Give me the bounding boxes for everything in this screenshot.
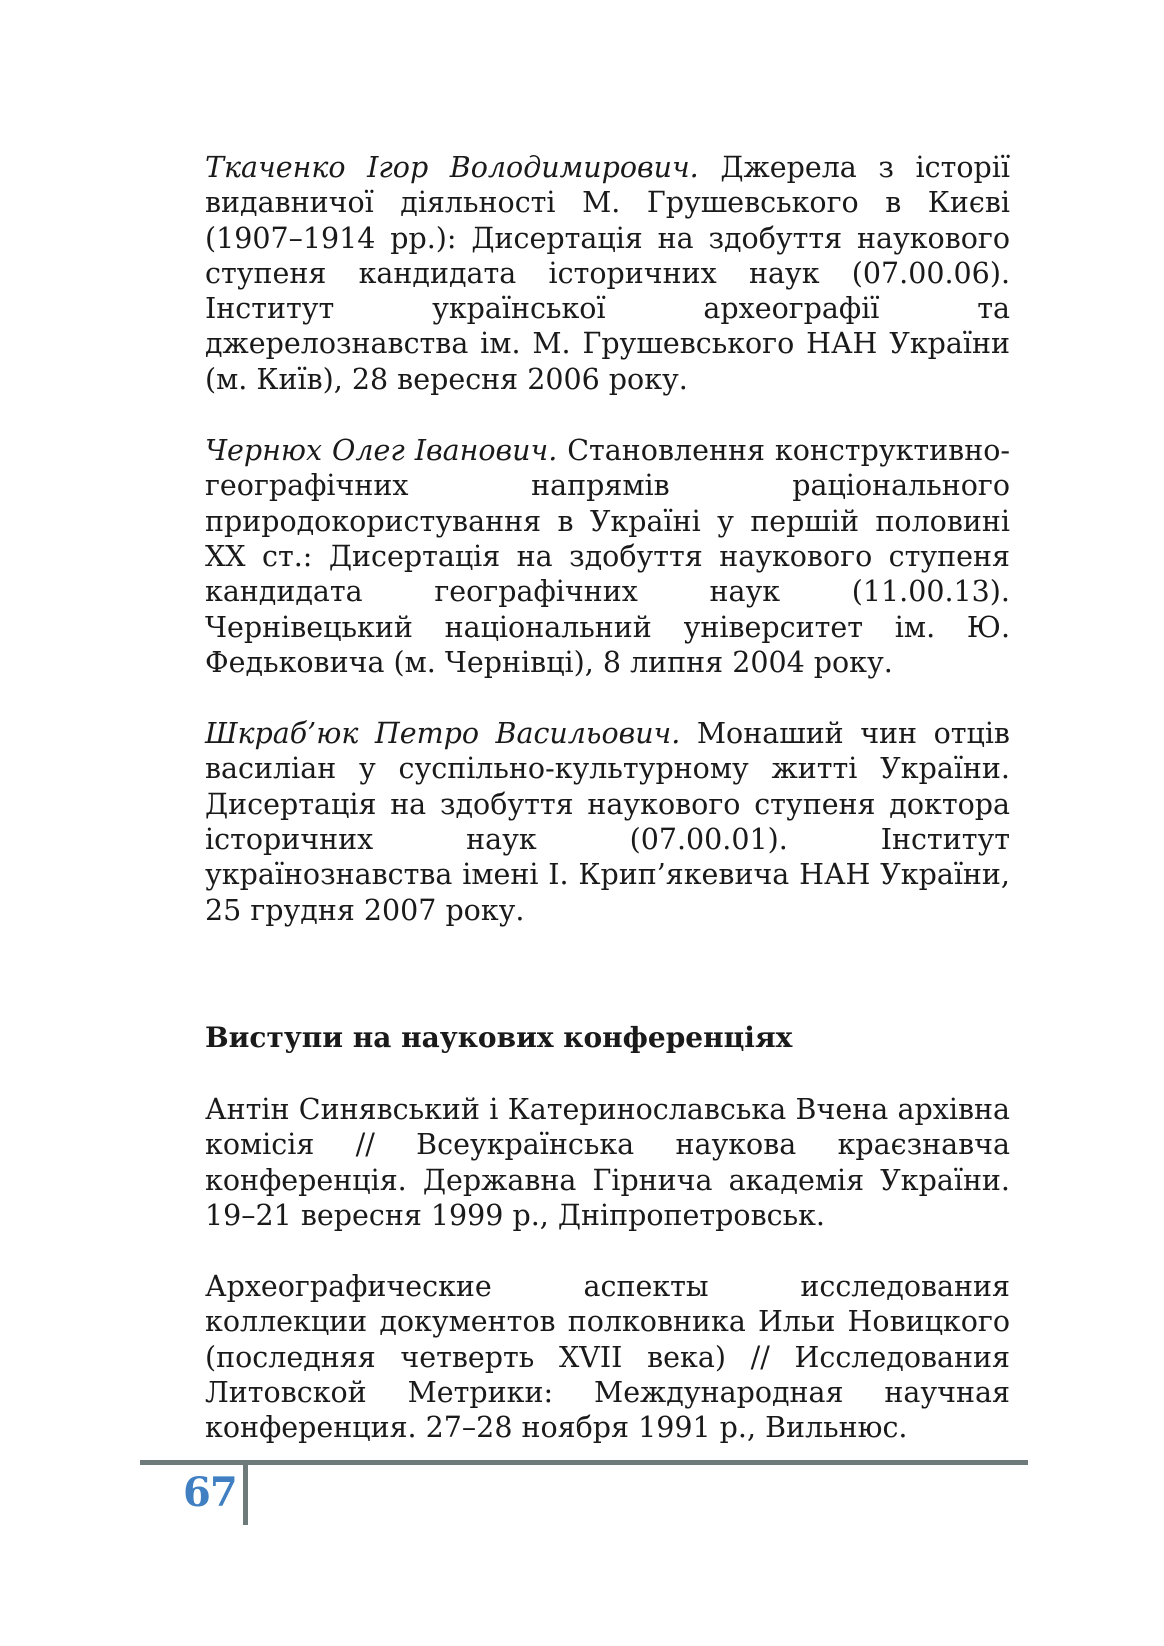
dissertation-entry-tkachenko	[205, 150, 1010, 397]
dissertation-entry-cherniukh	[205, 433, 1010, 680]
entry-author: Шкраб’юк Петро Васильович.	[205, 717, 681, 751]
entry-text: Становлення конструктивно-географічних напрямів раціонального природокористування в Україні у першій половині ХХ ст.: Дисертація на здобуття наукового ступеня кандидата географічних наук (11.00.13). Чернівецький національний університет ім. Ю. Федьковича (м. Чернівці), 8 липня 2004 року.	[205, 434, 1010, 679]
page-number: 67	[183, 1469, 237, 1516]
page-content	[205, 150, 1010, 1482]
footer-divider	[243, 1460, 248, 1525]
entry-text: Антін Синявський і Катеринославська Вчена архівна комісія // Всеукраїнська наукова краєзнавча конференція. Державна Гірнича академія України. 19–21 вересня 1999 р., Дніпропетровськ.	[205, 1092, 1010, 1232]
conference-entry	[205, 1269, 1010, 1445]
footer-rule	[140, 1460, 1028, 1465]
entry-author: Ткаченко Ігор Володимирович.	[205, 151, 699, 184]
dissertation-entry-shkrabiuk	[205, 716, 1010, 928]
entry-text: Монаший чин отців василіан у суспільно-культурному житті України. Дисертація на здобуття наукового ступеня доктора історичних наук (07.00.01). Інститут українознавства імені І. Крип’якевича НАН України, 25 грудня 2007 року.	[205, 717, 1010, 927]
entry-text: Археографические аспекты исследования коллекции документов полковника Ильи Новицкого (последняя четверть XVII века) // Исследования Литовской Метрики: Международная научная конференция. 27–28 ноября 1991 р., Вильнюс.	[205, 1270, 1010, 1445]
entry-author: Чернюх Олег Іванович.	[205, 434, 558, 468]
conference-entry	[205, 1092, 1010, 1233]
section-heading: Виступи на наукових конференціях	[205, 1020, 793, 1054]
entry-text: Джерела з історії видавничої діяльності М. Грушевського в Києві (1907–1914 рр.): Дисертація на здобуття наукового ступеня кандидата історичних наук (07.00.06). Інститут української археографії та джерелознавства ім. М. Грушевського НАН України (м. Київ), 28 вересня 2006 року.	[205, 151, 1010, 396]
